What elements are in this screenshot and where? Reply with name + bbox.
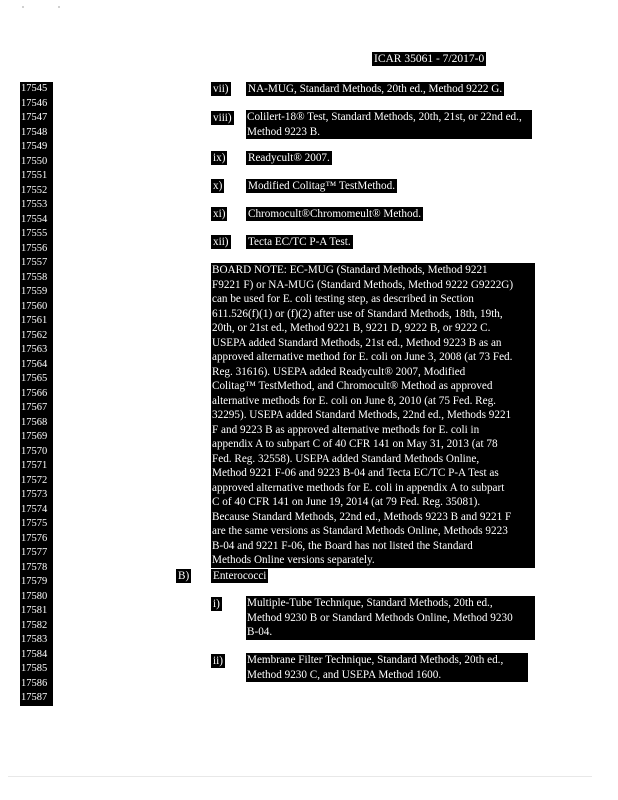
boardnote-line: Fed. Reg. 32558). USEPA added Standard Methods Online,: [212, 452, 480, 465]
line-number: 17559: [21, 286, 48, 297]
sub-item-ii-label: ii): [213, 655, 223, 667]
line-number: 17580: [21, 590, 48, 602]
item-viii-line: Method 9223 B.: [247, 125, 321, 138]
line-number: 17584: [21, 648, 48, 660]
sub-item-ii-text: [246, 653, 528, 682]
item-x-text: Modified Colitag™ TestMethod.: [248, 180, 396, 192]
line-number: 17549: [21, 141, 48, 152]
scan-speck: [58, 6, 60, 8]
sub-item-i-text: [246, 596, 535, 640]
line-number: 17555: [21, 228, 48, 239]
line-number: 17587: [21, 692, 48, 703]
line-number: 17569: [21, 431, 48, 442]
line-number: 17579: [21, 576, 48, 587]
item-vii-text: NA-MUG, Standard Methods, 20th ed., Method 9222 G.: [248, 83, 503, 95]
boardnote-line: Reg. 31616). USEPA added Readycult® 2007, Modified: [212, 365, 466, 378]
line-number: 17545: [21, 83, 48, 94]
section-b-label: B): [178, 570, 190, 582]
boardnote-line: Methods Online versions separately.: [212, 554, 375, 566]
sub-item-i-label: i): [213, 598, 220, 610]
line-number: 17550: [21, 155, 48, 167]
line-number: 17586: [21, 677, 48, 689]
line-number: 17561: [21, 315, 48, 326]
line-number: 17585: [21, 663, 48, 674]
boardnote-line: can be used for E. coli testing step, as described in Section: [212, 293, 474, 305]
line-number: 17582: [21, 619, 48, 631]
line-number: 17547: [21, 112, 48, 123]
line-number: 17581: [21, 605, 48, 616]
item-viii-line: Colilert-18® Test, Standard Methods, 20th, 21st, or 22nd ed.,: [247, 111, 522, 123]
subi-line: Multiple-Tube Technique, Standard Methods, 20th ed.,: [247, 597, 493, 609]
item-xii-label: xii): [213, 236, 229, 248]
line-number: 17551: [21, 170, 48, 181]
boardnote-line: C of 40 CFR 141 on June 19, 2014 (at 79 Fed. Reg. 35081).: [212, 496, 481, 508]
item-xi-text: Chromocult®Chromomeult® Method.: [248, 208, 421, 220]
boardnote-line: approved alternative method for E. coli on June 3, 2008 (at 73 Fed.: [212, 351, 513, 363]
item-x-label: x): [213, 180, 223, 192]
boardnote-line: Because Standard Methods, 22nd ed., Methods 9223 B and 9221 F: [212, 510, 512, 523]
page-bottom-rule: [8, 776, 592, 777]
line-number: 17567: [21, 402, 48, 413]
item-vii-label: vii): [213, 83, 229, 95]
boardnote-line: F9221 F) or NA-MUG (Standard Methods, Method 9222 G9222G): [212, 278, 514, 291]
subi-line: Method 9230 B or Standard Methods Online, Method 9230: [247, 611, 513, 624]
line-number: 17573: [21, 489, 48, 500]
line-number: 17564: [21, 358, 48, 370]
boardnote-line: 611.526(f)(1) or (f)(2) after use of Standard Methods, 18th, 19th,: [212, 307, 503, 320]
line-number: 17560: [21, 300, 48, 312]
line-number: 17552: [21, 184, 48, 196]
boardnote-line: alternative methods for E. coli on June 8, 2010 (at 75 Fed. Reg.: [212, 394, 496, 407]
scan-speck: [22, 6, 24, 8]
item-ix-text: Readycult® 2007.: [248, 152, 330, 164]
line-number: 17546: [21, 97, 48, 109]
boardnote-line: B-04 and 9221 F-06, the Board has not listed the Standard: [212, 539, 473, 552]
item-xi-label: xi): [213, 208, 226, 220]
line-number: 17557: [21, 257, 48, 268]
line-number: 17583: [21, 634, 48, 645]
boardnote-line: 20th, or 21st ed., Method 9221 B, 9221 D, 9222 B, or 9222 C.: [212, 322, 491, 334]
line-number: 17548: [21, 126, 48, 138]
line-number: 17576: [21, 532, 48, 544]
boardnote-line: approved alternative methods for E. coli in appendix A to subpart: [212, 481, 505, 494]
line-number: 17568: [21, 416, 48, 428]
item-viii-label: viii): [213, 112, 232, 124]
line-number: 17570: [21, 445, 48, 457]
subi-line: B-04.: [247, 626, 273, 638]
item-viii-text: [246, 110, 532, 139]
item-ix-label: ix): [213, 152, 226, 164]
line-number: 17577: [21, 547, 48, 558]
line-number: 17554: [21, 213, 48, 225]
subii-line: Method 9230 C, and USEPA Method 1600.: [247, 668, 442, 681]
line-number: 17553: [21, 199, 48, 210]
line-numbers: [20, 82, 53, 706]
boardnote-line: F and 9223 B as approved alternative methods for E. coli in: [212, 423, 480, 436]
boardnote-line: Method 9221 F-06 and 9223 B-04 and Tecta EC/TC P-A Test as: [212, 467, 499, 479]
boardnote-line: 32295). USEPA added Standard Methods, 22nd ed., Methods 9221: [212, 409, 512, 421]
boardnote-line: BOARD NOTE: EC-MUG (Standard Methods, Method 9221: [212, 264, 488, 276]
document-header: ICAR 35061 - 7/2017-0: [374, 53, 485, 65]
line-number: 17556: [21, 242, 48, 254]
subii-line: Membrane Filter Technique, Standard Methods, 20th ed.,: [247, 654, 504, 666]
boardnote-line: USEPA added Standard Methods, 21st ed., Method 9223 B as an: [212, 336, 502, 349]
boardnote-line: are the same versions as Standard Methods Online, Methods 9223: [212, 525, 508, 537]
line-number: 17574: [21, 503, 48, 515]
section-b-title: Enterococci: [213, 570, 267, 582]
line-number: 17571: [21, 460, 48, 471]
line-number: 17575: [21, 518, 48, 529]
line-number: 17565: [21, 373, 48, 384]
line-number: 17558: [21, 271, 48, 283]
line-number: 17578: [21, 561, 48, 573]
line-number: 17572: [21, 474, 48, 486]
line-number: 17566: [21, 387, 48, 399]
line-number: 17562: [21, 329, 48, 341]
line-number: 17563: [21, 344, 48, 355]
board-note: [211, 263, 535, 568]
item-xii-text: Tecta EC/TC P-A Test.: [248, 236, 351, 248]
boardnote-line: appendix A to subpart C of 40 CFR 141 on May 31, 2013 (at 78: [212, 438, 498, 450]
boardnote-line: Colitag™ TestMethod, and Chromocult® Method as approved: [212, 380, 493, 392]
